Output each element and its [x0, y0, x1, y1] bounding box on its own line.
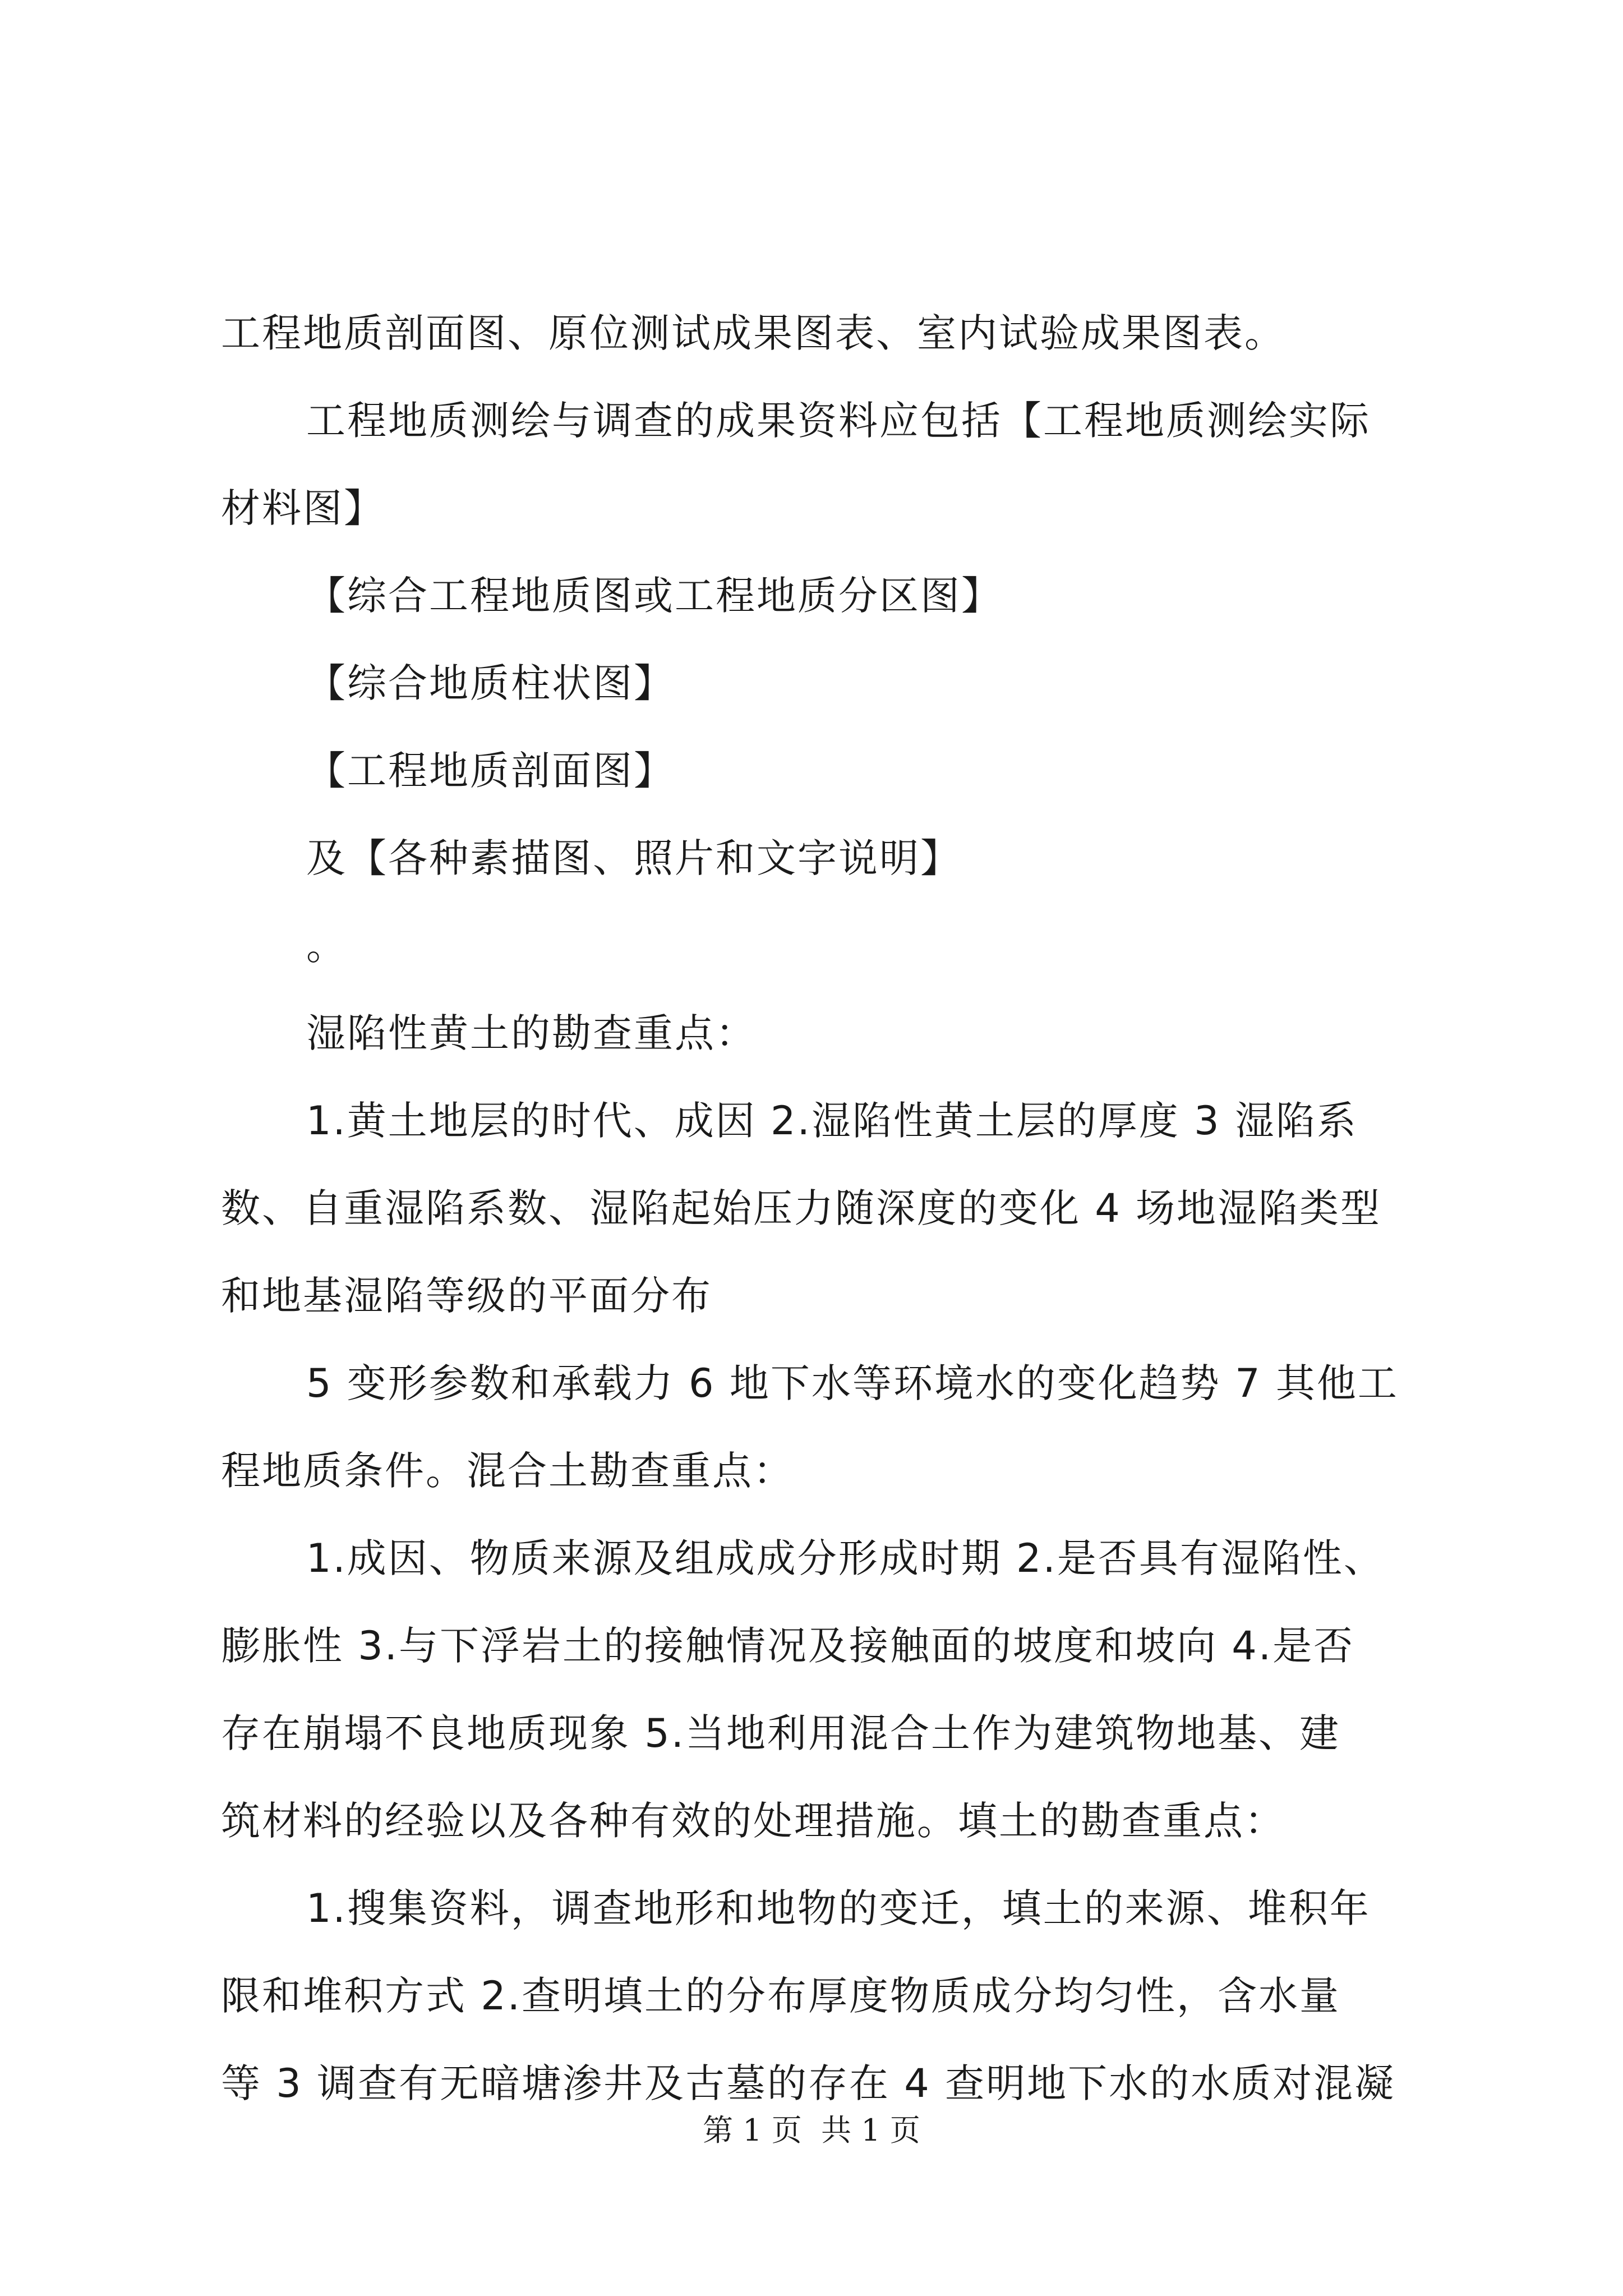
section-heading-loess: 湿陷性黄土的勘查重点：	[306, 1010, 757, 1056]
text-line-18: 筑材料的经验以及各种有效的处理措施。填土的勘查重点：	[221, 1798, 1285, 1844]
text-line-14: 程地质条件。混合土勘查重点：	[221, 1448, 794, 1494]
text-line-12: 和地基湿陷等级的平面分布	[221, 1273, 712, 1319]
text-line-4: 【综合工程地质图或工程地质分区图】	[306, 573, 1002, 619]
text-line-3: 材料图】	[221, 485, 385, 531]
text-line-11: 数、自重湿陷系数、湿陷起始压力随深度的变化 4 场地湿陷类型	[221, 1185, 1382, 1231]
document-body	[221, 289, 1432, 2127]
text-line-21: 等 3 调查有无暗塘渗井及古墓的存在 4 查明地下水的水质对混凝	[221, 2060, 1396, 2106]
text-line-1: 工程地质剖面图、原位测试成果图表、室内试验成果图表。	[221, 310, 1285, 356]
text-line-5: 【综合地质柱状图】	[306, 660, 675, 706]
text-line-6: 【工程地质剖面图】	[306, 748, 675, 794]
text-line-16: 膨胀性 3.与下浮岩土的接触情况及接触面的坡度和坡向 4.是否	[221, 1623, 1355, 1669]
text-line-20: 限和堆积方式 2.查明填土的分布厚度物质成分均匀性，含水量	[221, 1973, 1341, 2019]
text-line-2: 工程地质测绘与调查的成果资料应包括【工程地质测绘实际	[306, 398, 1371, 444]
page-number-footer: 第 1 页 共 1 页	[703, 2113, 920, 2148]
text-line-13: 5 变形参数和承载力 6 地下水等环境水的变化趋势 7 其他工	[306, 1360, 1399, 1406]
text-line-10: 1.黄土地层的时代、成因 2.湿陷性黄土层的厚度 3 湿陷系	[306, 1098, 1358, 1144]
text-line-7: 及【各种素描图、照片和文字说明】	[306, 835, 961, 881]
text-line-8: 。	[306, 923, 347, 969]
text-line-17: 存在崩塌不良地质现象 5.当地利用混合土作为建筑物地基、建	[221, 1710, 1341, 1756]
text-line-15: 1.成因、物质来源及组成成分形成时期 2.是否具有湿陷性、	[306, 1535, 1385, 1581]
text-line-19: 1.搜集资料，调查地形和地物的变迁，填土的来源、堆积年	[306, 1885, 1371, 1931]
